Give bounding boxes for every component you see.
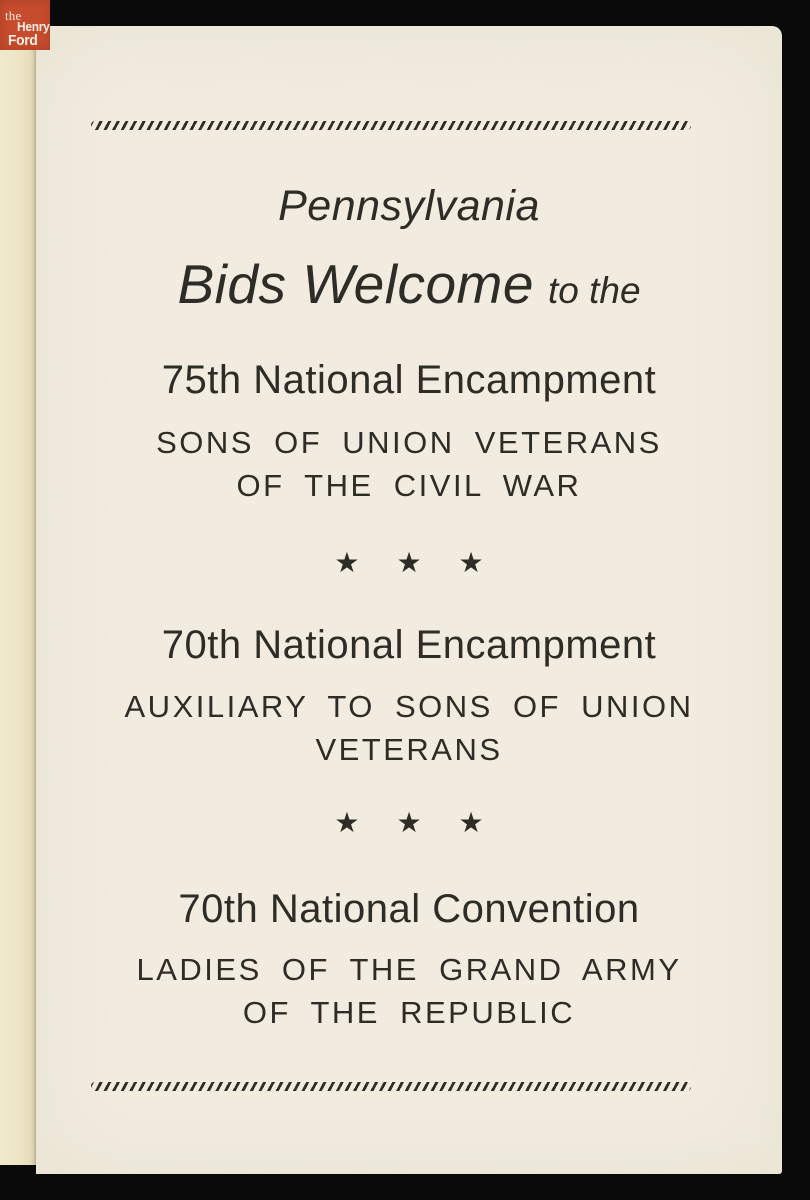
section-subtitle-line: SONS OF UNION VETERANS bbox=[156, 425, 662, 460]
welcome-headline bbox=[36, 252, 782, 316]
section-subtitle-suv bbox=[36, 421, 782, 507]
rope-border-bottom bbox=[91, 1082, 691, 1091]
section-subtitle-auxiliary bbox=[36, 685, 782, 771]
section-subtitle-lgar bbox=[36, 948, 782, 1034]
star-icon: ★ bbox=[334, 547, 360, 578]
star-icon: ★ bbox=[396, 807, 422, 838]
logo-henry-text: Henry bbox=[17, 19, 50, 34]
section-subtitle-line: OF THE REPUBLIC bbox=[242, 995, 576, 1030]
henry-ford-logo bbox=[0, 0, 50, 50]
logo-the-text: the bbox=[5, 8, 22, 23]
section-title-lgar-convention: 70th National Convention bbox=[178, 887, 640, 931]
welcome-main-text: Bids Welcome bbox=[177, 253, 534, 315]
star-separator bbox=[36, 806, 782, 839]
rope-border-top bbox=[91, 121, 691, 130]
facing-page-edge bbox=[0, 26, 36, 1165]
document-page bbox=[36, 26, 782, 1174]
section-subtitle-line: OF THE CIVIL WAR bbox=[236, 468, 582, 503]
star-icon: ★ bbox=[458, 547, 484, 578]
section-title-auxiliary-encampment: 70th National Encampment bbox=[161, 623, 657, 667]
section-subtitle-line: LADIES OF THE GRAND ARMY bbox=[136, 952, 682, 987]
logo-ford-text: Ford bbox=[8, 32, 38, 49]
welcome-suffix-text: to the bbox=[547, 270, 641, 311]
section-subtitle-line: VETERANS bbox=[315, 732, 503, 767]
star-separator bbox=[36, 546, 782, 579]
star-icon: ★ bbox=[396, 547, 422, 578]
star-icon: ★ bbox=[334, 807, 360, 838]
section-title-suv-encampment: 75th National Encampment bbox=[161, 358, 657, 402]
section-subtitle-line: AUXILIARY TO SONS OF UNION bbox=[124, 689, 694, 724]
state-name: Pennsylvania bbox=[278, 182, 540, 230]
star-icon: ★ bbox=[458, 807, 484, 838]
